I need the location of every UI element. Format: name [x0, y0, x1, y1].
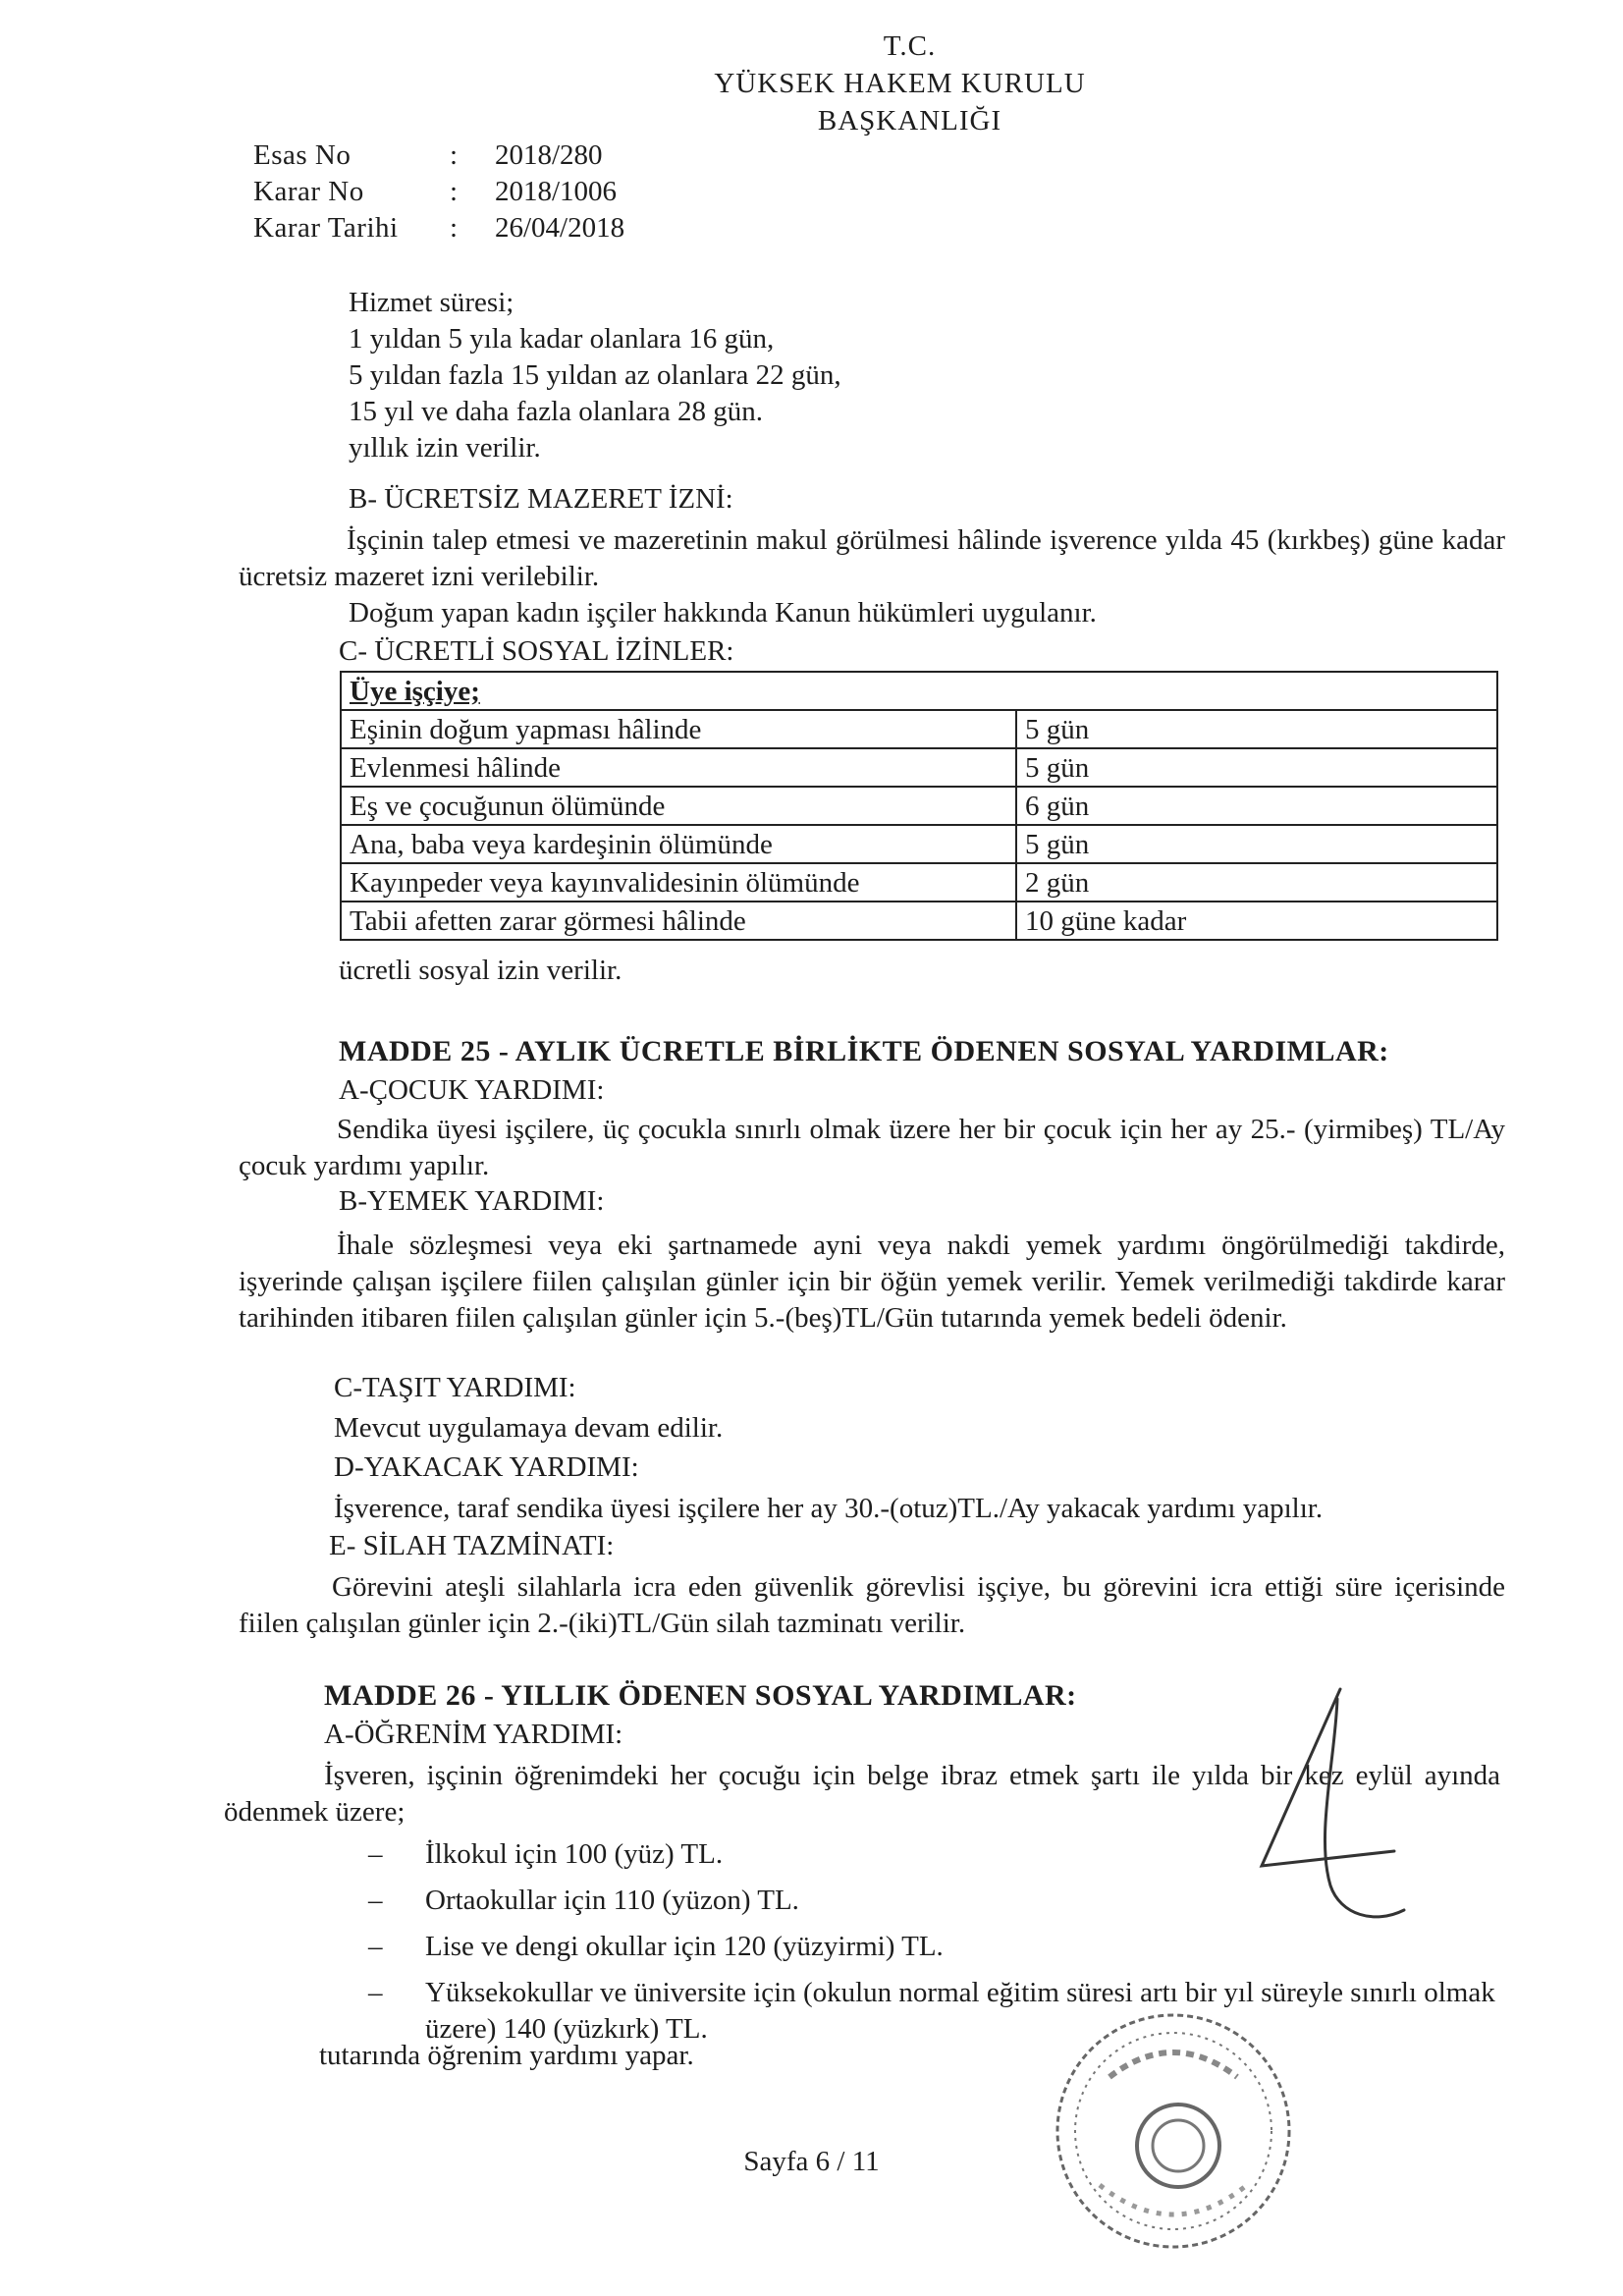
table-cell-event: Ana, baba veya kardeşinin ölümünde: [341, 825, 1016, 863]
meta-label: Karar No: [253, 176, 364, 207]
table-row: [341, 863, 1497, 902]
unpaid-leave-heading: B- ÜCRETSİZ MAZERET İZNİ:: [349, 483, 733, 515]
list-item-text: Lise ve dengi okullar için 120 (yüzyirmi) TL.: [425, 1931, 944, 1962]
fuel-aid-heading: D-YAKACAK YARDIMI:: [334, 1451, 639, 1483]
annual-leave-line: 15 yıl ve daha fazla olanlara 28 gün.: [349, 396, 763, 427]
paid-leave-footer: ücretli sosyal izin verilir.: [339, 955, 622, 986]
table-row: [341, 710, 1497, 748]
transport-aid-heading: C-TAŞIT YARDIMI:: [334, 1372, 576, 1403]
handwritten-mark-icon: [1247, 1679, 1414, 1964]
list-item: [368, 1975, 1497, 2048]
meta-label: Esas No: [253, 139, 352, 171]
table-cell-event: Eşinin doğum yapması hâlinde: [341, 710, 1016, 748]
table-cell-days: 5 gün: [1016, 748, 1497, 787]
list-item-text: İlkokul için 100 (yüz) TL.: [425, 1838, 724, 1870]
list-item-text: Ortaokullar için 110 (yüzon) TL.: [425, 1885, 799, 1916]
child-aid-text: Sendika üyesi işçilere, üç çocukla sınırlı olmak üzere her bir çocuk için her ay 25.- (yirmibeş) TL/Ay çocuk yardımı yapılır.: [239, 1114, 1505, 1181]
table-cell-days: 10 güne kadar: [1016, 902, 1497, 940]
official-stamp-icon: [1051, 2008, 1296, 2254]
meta-colon: :: [450, 176, 459, 207]
table-header-row: [341, 672, 1497, 710]
page-number: Sayfa 6 / 11: [743, 2146, 880, 2177]
education-aid-heading: A-ÖĞRENİM YARDIMI:: [324, 1719, 623, 1750]
meta-row-karar: [253, 174, 624, 210]
unpaid-leave-paragraph: İşçinin talep etmesi ve mazeretinin makul görülmesi hâlinde işverence yılda 45 (kırkbeş) güne kadar ücretsiz mazeret izni verilebilir.: [239, 524, 1505, 592]
weapon-comp-text: Görevini ateşli silahlarla icra eden güvenlik görevlisi işçiye, bu görevini icra ettiği süre içerisinde fiilen çalışılan günler için 2.-(iki)TL/Gün silah tazminatı verilir.: [239, 1571, 1505, 1639]
table-row: [341, 902, 1497, 940]
child-aid-heading: A-ÇOCUK YARDIMI:: [339, 1074, 605, 1106]
education-aid-text: İşveren, işçinin öğrenimdeki her çocuğu için belge ibraz etmek şartı ile yılda bir kez eylül ayında ödenmek üzere;: [224, 1760, 1500, 1828]
fuel-aid-text: İşverence, taraf sendika üyesi işçilere her ay 30.-(otuz)TL./Ay yakacak yardımı yapılır.: [334, 1493, 1324, 1524]
list-item-text: Yüksekokullar ve üniversite için (okulun normal eğitim süresi artı bir yıl süreyle sınırlı olmak üzere) 140 (yüzkırk) TL.: [425, 1977, 1495, 2045]
table-cell-days: 2 gün: [1016, 863, 1497, 902]
madde25-title: MADDE 25 - AYLIK ÜCRETLE BİRLİKTE ÖDENEN SOSYAL YARDIMLAR:: [339, 1035, 1389, 1067]
table-cell-days: 5 gün: [1016, 825, 1497, 863]
meta-label: Karar Tarihi: [253, 212, 399, 244]
table-cell-event: Kayınpeder veya kayınvalidesinin ölümünde: [341, 863, 1016, 902]
unpaid-leave-note: Doğum yapan kadın işçiler hakkında Kanun hükümleri uygulanır.: [349, 597, 1097, 629]
case-meta: [253, 137, 624, 246]
meta-row-tarih: [253, 210, 624, 246]
meta-row-esas: [253, 137, 624, 174]
annual-leave-line: 5 yıldan fazla 15 yıldan az olanlara 22 gün,: [349, 359, 841, 391]
education-aid-closing: tutarında öğrenim yardımı yapar.: [319, 2040, 694, 2071]
bullet-dash: –: [368, 1977, 383, 2008]
annual-leave-block: [349, 285, 841, 466]
meta-colon: :: [450, 212, 459, 244]
paid-leave-heading: C- ÜCRETLİ SOSYAL İZİNLER:: [339, 635, 734, 667]
table-cell-event: Evlenmesi hâlinde: [341, 748, 1016, 787]
meta-value: 26/04/2018: [495, 212, 625, 244]
meta-colon: :: [450, 139, 459, 171]
meal-aid-text: İhale sözleşmesi veya eki şartnamede ayni veya nakdi yemek yardımı öngörülmediği takdirde, işyerinde çalışan işçilere fiilen çalışılan günler için bir öğün yemek verilir. Yemek verilmediği takdirde karar tarihinden itibaren fiilen çalışılan günler için 5.-(beş)TL/Gün tutarında yemek bedeli ödenir.: [239, 1230, 1505, 1334]
header-country: T.C.: [883, 30, 937, 62]
bullet-dash: –: [368, 1931, 383, 1962]
transport-aid-text: Mevcut uygulamaya devam edilir.: [334, 1412, 724, 1444]
madde26-title: MADDE 26 - YILLIK ÖDENEN SOSYAL YARDIMLAR:: [324, 1679, 1077, 1712]
table-row: [341, 748, 1497, 787]
table-cell-days: 5 gün: [1016, 710, 1497, 748]
annual-leave-line: 1 yıldan 5 yıla kadar olanlara 16 gün,: [349, 323, 775, 355]
annual-leave-line: Hizmet süresi;: [349, 287, 514, 318]
meta-value: 2018/1006: [495, 176, 618, 207]
table-header-cell: Üye işçiye;: [341, 672, 1497, 710]
weapon-comp-heading: E- SİLAH TAZMİNATI:: [329, 1530, 615, 1561]
bullet-dash: –: [368, 1885, 383, 1916]
table-cell-days: 6 gün: [1016, 787, 1497, 825]
header-institution: YÜKSEK HAKEM KURULU: [714, 68, 1086, 99]
table-row: [341, 787, 1497, 825]
table-cell-event: Tabii afetten zarar görmesi hâlinde: [341, 902, 1016, 940]
table-row: [341, 825, 1497, 863]
meal-aid-heading: B-YEMEK YARDIMI:: [339, 1185, 605, 1217]
annual-leave-line: yıllık izin verilir.: [349, 432, 541, 464]
bullet-dash: –: [368, 1838, 383, 1870]
meta-value: 2018/280: [495, 139, 603, 171]
header-office: BAŞKANLIĞI: [817, 105, 1002, 137]
paid-leave-table: [340, 671, 1498, 941]
table-cell-event: Eş ve çocuğunun ölümünde: [341, 787, 1016, 825]
